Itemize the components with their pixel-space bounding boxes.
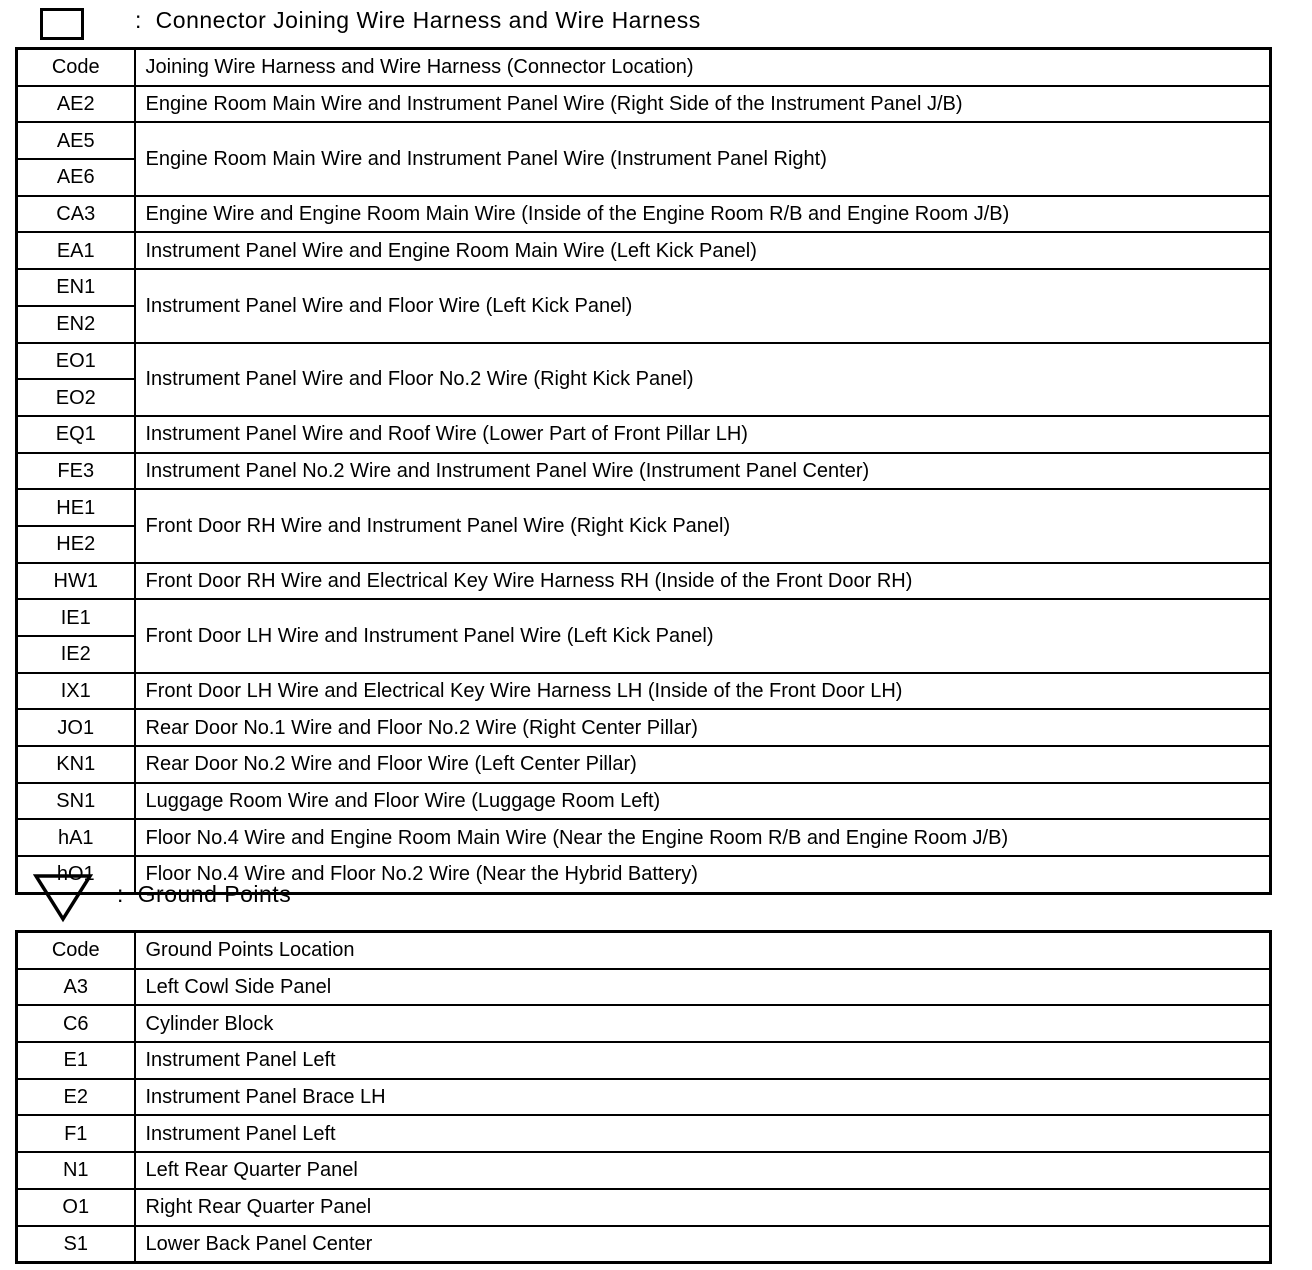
table-row: [17, 232, 1271, 269]
connector-code: JO1: [17, 709, 135, 746]
connector-code: SN1: [17, 783, 135, 820]
table-row: [17, 673, 1271, 710]
connector-title-text: Connector Joining Wire Harness and Wire Harness: [155, 7, 701, 33]
table-header-row: [17, 932, 1271, 969]
connector-location: Instrument Panel Wire and Floor No.2 Wire (Right Kick Panel): [135, 343, 1271, 416]
connector-location: Luggage Room Wire and Floor Wire (Luggage Room Left): [135, 783, 1271, 820]
ground-location: Left Rear Quarter Panel: [135, 1152, 1271, 1189]
connector-location: Engine Room Main Wire and Instrument Panel Wire (Right Side of the Instrument Panel J/B): [135, 86, 1271, 123]
table-row: [17, 1042, 1271, 1079]
ground-title-text: Ground Points: [137, 881, 292, 907]
table-row: [17, 269, 1271, 306]
ground-code: O1: [17, 1189, 135, 1226]
connector-location: Front Door LH Wire and Instrument Panel Wire (Left Kick Panel): [135, 599, 1271, 672]
ground-code: A3: [17, 969, 135, 1006]
ground-location: Lower Back Panel Center: [135, 1226, 1271, 1263]
connector-location: Front Door RH Wire and Instrument Panel Wire (Right Kick Panel): [135, 489, 1271, 562]
location-header: Joining Wire Harness and Wire Harness (Connector Location): [135, 49, 1271, 86]
connector-code: IE1: [17, 599, 135, 636]
connector-code: IX1: [17, 673, 135, 710]
connector-code: EO1: [17, 343, 135, 380]
table-row: [17, 453, 1271, 490]
ground-location: Cylinder Block: [135, 1005, 1271, 1042]
ground-code: S1: [17, 1226, 135, 1263]
connector-code: AE6: [17, 159, 135, 196]
ground-code: E2: [17, 1079, 135, 1116]
ground-location: Instrument Panel Left: [135, 1115, 1271, 1152]
ground-location: Right Rear Quarter Panel: [135, 1189, 1271, 1226]
connector-code: HW1: [17, 563, 135, 600]
table-row: [17, 122, 1271, 159]
connector-location: Floor No.4 Wire and Floor No.2 Wire (Near the Hybrid Battery): [135, 856, 1271, 893]
ground-location: Instrument Panel Left: [135, 1042, 1271, 1079]
connector-code: AE2: [17, 86, 135, 123]
table-row: [17, 1115, 1271, 1152]
connector-code: EO2: [17, 379, 135, 416]
table-header-row: [17, 49, 1271, 86]
ground-code: C6: [17, 1005, 135, 1042]
table-row: [17, 563, 1271, 600]
table-row: [17, 86, 1271, 123]
table-row: [17, 819, 1271, 856]
inverted-triangle-icon: [33, 873, 93, 923]
connector-code: KN1: [17, 746, 135, 783]
connector-code: EN1: [17, 269, 135, 306]
connector-code: hA1: [17, 819, 135, 856]
connector-code: EA1: [17, 232, 135, 269]
code-header: Code: [17, 49, 135, 86]
connector-code: FE3: [17, 453, 135, 490]
location-header: Ground Points Location: [135, 932, 1271, 969]
connector-location: Instrument Panel No.2 Wire and Instrument Panel Wire (Instrument Panel Center): [135, 453, 1271, 490]
ground-section-title: [117, 881, 291, 908]
table-row: [17, 1079, 1271, 1116]
ground-code: E1: [17, 1042, 135, 1079]
ground-code: N1: [17, 1152, 135, 1189]
table-row: [17, 969, 1271, 1006]
connector-location: Front Door LH Wire and Electrical Key Wire Harness LH (Inside of the Front Door LH): [135, 673, 1271, 710]
table-row: [17, 599, 1271, 636]
ground-points-table: [15, 930, 1272, 1264]
square-box-icon: [40, 8, 84, 40]
ground-location: Instrument Panel Brace LH: [135, 1079, 1271, 1116]
connector-location: Engine Wire and Engine Room Main Wire (Inside of the Engine Room R/B and Engine Room J/B): [135, 196, 1271, 233]
ground-code: F1: [17, 1115, 135, 1152]
table-row: [17, 1189, 1271, 1226]
table-row: [17, 783, 1271, 820]
connector-location: Floor No.4 Wire and Engine Room Main Wire (Near the Engine Room R/B and Engine Room J/B): [135, 819, 1271, 856]
connector-code: AE5: [17, 122, 135, 159]
connector-code: hO1: [17, 856, 135, 893]
connector-code: CA3: [17, 196, 135, 233]
table-row: [17, 1226, 1271, 1263]
table-row: [17, 709, 1271, 746]
connector-location: Instrument Panel Wire and Roof Wire (Lower Part of Front Pillar LH): [135, 416, 1271, 453]
table-row: [17, 343, 1271, 380]
table-row: [17, 1152, 1271, 1189]
table-row: [17, 416, 1271, 453]
connector-location: Instrument Panel Wire and Engine Room Main Wire (Left Kick Panel): [135, 232, 1271, 269]
connector-code: EQ1: [17, 416, 135, 453]
connector-location: Rear Door No.1 Wire and Floor No.2 Wire (Right Center Pillar): [135, 709, 1271, 746]
code-header: Code: [17, 932, 135, 969]
connector-section-title: [135, 7, 701, 34]
connector-location: Rear Door No.2 Wire and Floor Wire (Left Center Pillar): [135, 746, 1271, 783]
connector-code: HE2: [17, 526, 135, 563]
table-row: [17, 1005, 1271, 1042]
connector-code: EN2: [17, 306, 135, 343]
title-separator: :: [117, 881, 124, 907]
connector-location: Engine Room Main Wire and Instrument Panel Wire (Instrument Panel Right): [135, 122, 1271, 195]
connector-table: [15, 47, 1272, 895]
table-row: [17, 489, 1271, 526]
ground-location: Left Cowl Side Panel: [135, 969, 1271, 1006]
connector-location: Front Door RH Wire and Electrical Key Wire Harness RH (Inside of the Front Door RH): [135, 563, 1271, 600]
table-row: [17, 196, 1271, 233]
table-row: [17, 746, 1271, 783]
connector-location: Instrument Panel Wire and Floor Wire (Left Kick Panel): [135, 269, 1271, 342]
title-separator: :: [135, 7, 142, 33]
connector-code: HE1: [17, 489, 135, 526]
connector-code: IE2: [17, 636, 135, 673]
